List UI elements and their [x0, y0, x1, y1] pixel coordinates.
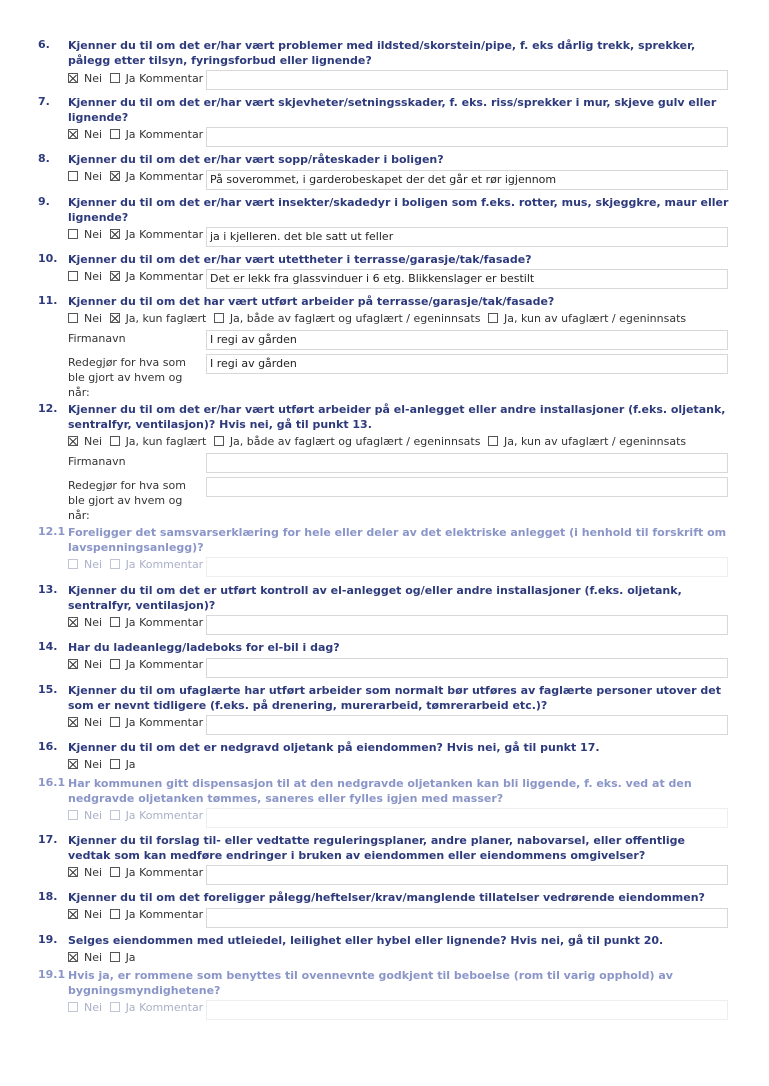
redegjor-label: Redegjør for hva som ble gjort av hvem og når:	[68, 479, 186, 522]
comment-field[interactable]	[206, 1000, 728, 1020]
nei-checkbox[interactable]	[68, 810, 78, 820]
question-text: Kjenner du til om det har vært utført arbeider på terrasse/garasje/tak/fasade?	[68, 295, 555, 308]
comment-field[interactable]	[206, 865, 728, 885]
ja-ufaglaert-checkbox[interactable]	[488, 313, 498, 323]
ja-checkbox[interactable]	[110, 271, 120, 281]
question-number: 12.1	[38, 525, 66, 538]
comment-field[interactable]: ja i kjelleren. det ble satt ut feller	[206, 227, 728, 247]
answer-row: Nei Ja Kommentar	[68, 267, 203, 287]
question-number: 18.	[38, 890, 58, 903]
question-text: Foreligger det samsvarserklæring for hele eller deler av det elektriske anlegget (i henhold til forskrift om lavspenningsanlegg)?	[68, 526, 727, 554]
answer-row: Nei Ja Kommentar	[68, 655, 203, 675]
nei-checkbox[interactable]	[68, 1002, 78, 1012]
nei-checkbox[interactable]	[68, 73, 78, 83]
comment-field[interactable]	[206, 908, 728, 928]
answer-row: Nei Ja Kommentar	[68, 225, 203, 245]
comment-field[interactable]	[206, 715, 728, 735]
ja-ufaglaert-checkbox[interactable]	[488, 436, 498, 446]
nei-checkbox[interactable]	[68, 559, 78, 569]
question-number: 19.1	[38, 968, 66, 981]
question-number: 16.	[38, 740, 58, 753]
comment-field[interactable]	[206, 557, 728, 577]
question-text: Kjenner du til om det er/har vært skjevheter/setningsskader, f. eks. riss/sprekker i mur, skjeve gulv eller lignende?	[68, 96, 717, 124]
question-text: Kjenner du til om det er/har vært utført arbeider på el-anlegget eller andre installasjoner (f.eks. oljetank, sentralfyr, ventilasjon)? Hvis nei, gå til punkt 13.	[68, 403, 726, 431]
question-number: 9.	[38, 195, 50, 208]
comment-field[interactable]: Det er lekk fra glassvinduer i 6 etg. Blikkenslager er bestilt	[206, 269, 728, 289]
answer-row: Nei Ja	[68, 948, 136, 968]
question-text: Selges eiendommen med utleiedel, leilighet eller hybel eller lignende? Hvis nei, gå til punkt 20.	[68, 934, 664, 947]
comment-field[interactable]: På soverommet, i garderobeskapet der det går et rør igjennom	[206, 170, 728, 190]
comment-field[interactable]	[206, 127, 728, 147]
answer-row: Nei Ja Kommentar	[68, 713, 203, 733]
ja-faglaert-checkbox[interactable]	[110, 436, 120, 446]
comment-field[interactable]	[206, 808, 728, 828]
question-number: 6.	[38, 38, 50, 51]
redegjor-field[interactable]	[206, 477, 728, 497]
question-number: 13.	[38, 583, 58, 596]
answer-row: Nei Ja Kommentar	[68, 998, 203, 1018]
question-number: 11.	[38, 294, 58, 307]
question-text: Har du ladeanlegg/ladeboks for el-bil i dag?	[68, 641, 340, 654]
answer-row: Nei Ja Kommentar	[68, 69, 203, 89]
question-text: Kjenner du til forslag til- eller vedtatte reguleringsplaner, andre planer, nabovarsel, eller offentlige vedtak som kan medføre endringer i bruken av eiendommen eller eiendommens omgivelser?	[68, 834, 685, 862]
firmanavn-label: Firmanavn	[68, 332, 126, 345]
comment-field[interactable]	[206, 658, 728, 678]
ja-checkbox[interactable]	[110, 759, 120, 769]
comment-field[interactable]	[206, 615, 728, 635]
ja-checkbox[interactable]	[110, 171, 120, 181]
question-number: 14.	[38, 640, 58, 653]
question-number: 16.1	[38, 776, 66, 789]
question-text: Har kommunen gitt dispensasjon til at den nedgravde oljetanken kan bli liggende, f. eks. ved at den nedgravde oljetanken tømmes, saneres eller fylles igjen med masser?	[68, 777, 692, 805]
question-number: 10.	[38, 252, 58, 265]
answer-row: Nei Ja, kun faglært Ja, både av faglært og ufaglært / egeninnsats Ja, kun av ufaglært / egeninnsats	[68, 309, 686, 329]
question-number: 7.	[38, 95, 50, 108]
question-text: Kjenner du til om det er/har vært utettheter i terrasse/garasje/tak/fasade?	[68, 253, 532, 266]
redegjor-field[interactable]: I regi av gården	[206, 354, 728, 374]
answer-row: Nei Ja Kommentar	[68, 555, 203, 575]
nei-checkbox[interactable]	[68, 313, 78, 323]
question-number: 12.	[38, 402, 58, 415]
answer-row: Nei Ja Kommentar	[68, 806, 203, 826]
answer-row: Nei Ja Kommentar	[68, 125, 203, 145]
question-text: Kjenner du til om det er/har vært insekter/skadedyr i boligen som f.eks. rotter, mus, skjeggkre, maur eller lignende?	[68, 196, 729, 224]
answer-row: Nei Ja, kun faglært Ja, både av faglært og ufaglært / egeninnsats Ja, kun av ufaglært / egeninnsats	[68, 432, 686, 452]
nei-checkbox[interactable]	[68, 436, 78, 446]
ja-checkbox[interactable]	[110, 129, 120, 139]
answer-row: Nei Ja Kommentar	[68, 167, 203, 187]
ja-checkbox[interactable]	[110, 810, 120, 820]
answer-row: Nei Ja	[68, 755, 136, 775]
question-text: Hvis ja, er rommene som benyttes til ovennevnte godkjent til beboelse (rom til varig opphold) av bygningsmyndighetene?	[68, 969, 673, 997]
question-text: Kjenner du til om det er utført kontroll av el-anlegget og/eller andre installasjoner (f.eks. oljetank, sentralfyr, ventilasjon)?	[68, 584, 682, 612]
nei-checkbox[interactable]	[68, 867, 78, 877]
firmanavn-label: Firmanavn	[68, 455, 126, 468]
nei-checkbox[interactable]	[68, 171, 78, 181]
nei-checkbox[interactable]	[68, 717, 78, 727]
question-number: 19.	[38, 933, 58, 946]
ja-begge-checkbox[interactable]	[214, 313, 224, 323]
firmanavn-field[interactable]	[206, 453, 728, 473]
answer-row: Nei Ja Kommentar	[68, 863, 203, 883]
nei-checkbox[interactable]	[68, 617, 78, 627]
ja-checkbox[interactable]	[110, 867, 120, 877]
question-text: Kjenner du til om det foreligger pålegg/heftelser/krav/manglende tillatelser vedrørende eiendommen?	[68, 891, 705, 904]
answer-row: Nei Ja Kommentar	[68, 905, 203, 925]
firmanavn-field[interactable]: I regi av gården	[206, 330, 728, 350]
ja-checkbox[interactable]	[110, 1002, 120, 1012]
comment-field[interactable]	[206, 70, 728, 90]
ja-checkbox[interactable]	[110, 617, 120, 627]
nei-checkbox[interactable]	[68, 909, 78, 919]
nei-checkbox[interactable]	[68, 952, 78, 962]
question-text: Kjenner du til om det er/har vært sopp/råteskader i boligen?	[68, 153, 444, 166]
question-number: 15.	[38, 683, 58, 696]
ja-faglaert-checkbox[interactable]	[110, 313, 120, 323]
ja-checkbox[interactable]	[110, 659, 120, 669]
answer-row: Nei Ja Kommentar	[68, 613, 203, 633]
ja-checkbox[interactable]	[110, 73, 120, 83]
nei-checkbox[interactable]	[68, 129, 78, 139]
ja-checkbox[interactable]	[110, 909, 120, 919]
question-text: Kjenner du til om ufaglærte har utført arbeider som normalt bør utføres av faglærte personer utover det som er nevnt tidligere (f.eks. på drenering, murerarbeid, tømrerarbeid etc.)?	[68, 684, 721, 712]
nei-checkbox[interactable]	[68, 229, 78, 239]
nei-checkbox[interactable]	[68, 271, 78, 281]
ja-checkbox[interactable]	[110, 229, 120, 239]
ja-checkbox[interactable]	[110, 559, 120, 569]
ja-checkbox[interactable]	[110, 952, 120, 962]
ja-begge-checkbox[interactable]	[214, 436, 224, 446]
question-number: 8.	[38, 152, 50, 165]
redegjor-label: Redegjør for hva som ble gjort av hvem og når:	[68, 356, 186, 399]
nei-checkbox[interactable]	[68, 659, 78, 669]
question-number: 17.	[38, 833, 58, 846]
nei-checkbox[interactable]	[68, 759, 78, 769]
question-text: Kjenner du til om det er nedgravd oljetank på eiendommen? Hvis nei, gå til punkt 17.	[68, 741, 600, 754]
question-text: Kjenner du til om det er/har vært problemer med ildsted/skorstein/pipe, f. eks dårlig trekk, sprekker, pålegg etter tilsyn, fyringsforbud eller lignende?	[68, 39, 696, 67]
ja-checkbox[interactable]	[110, 717, 120, 727]
